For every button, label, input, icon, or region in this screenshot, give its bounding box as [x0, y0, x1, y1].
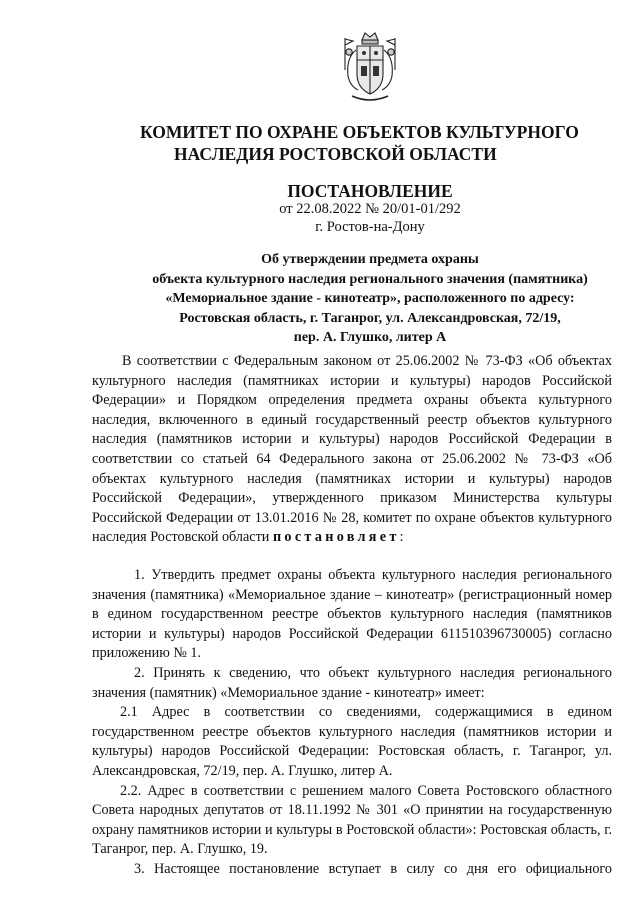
subject-line: пер. А. Глушко, литер А — [293, 330, 447, 346]
issuing-authority — [140, 121, 600, 165]
item-2: 2. Принять к сведению, что объект культурного наследия регионального значения (памятник) «Мемориальное здание - кинотеатр» имеет: — [92, 664, 612, 701]
decree-items — [92, 566, 612, 880]
preamble — [92, 352, 612, 548]
item-2-1: 2.1 Адрес в соответствии со сведениями, содержащимися в едином государственном реестре объектов культурного наследия (памятников истории и культуры) народов Российской Федерации: Ростовская область, г. Таганрог, ул. Александровская, 72/19, пер. А. Глушко, литер А. — [92, 704, 612, 779]
org-name-line-1: КОМИТЕТ ПО ОХРАНЕ ОБЪЕКТОВ КУЛЬТУРНОГО — [140, 122, 579, 142]
preamble-paragraph — [92, 352, 612, 548]
org-name-line-2: НАСЛЕДИЯ РОСТОВСКОЙ ОБЛАСТИ — [174, 144, 497, 164]
document-number: от 22.08.2022 № 20/01-01/292 — [279, 201, 461, 217]
item-3: 3. Настоящее постановление вступает в силу со дня его официального — [134, 860, 612, 877]
document-subject — [90, 250, 640, 348]
subject-line: «Мемориальное здание - кинотеатр», расположенного по адресу: — [165, 291, 575, 307]
subject-line: Об утверждении предмета охраны — [261, 252, 479, 267]
subject-line: Ростовская область, г. Таганрог, ул. Александровская, 72/19, — [179, 310, 561, 326]
item-1: 1. Утвердить предмет охраны объекта культурного наследия регионального значения (памятника) «Мемориальное здание – кинотеатр» (регистрационный номер в едином государственном реестре объектов культурного наследия (памятников истории и культуры) народов Российской Федерации 611510396730005) согласно приложению № 1. — [92, 567, 612, 662]
decree-word: постановляет — [272, 529, 400, 546]
item-2-2: 2.2. Адрес в соответствии с решением малого Совета Ростовского областного Совета народных депутатов от 18.11.1992 № 301 «О принятии на государственную охрану памятников истории и культуры в Ростовской области»: Ростовская область, г. Таганрог, пер. А. Глушко, 19. — [92, 782, 612, 858]
document-city: г. Ростов-на-Дону — [315, 219, 425, 235]
preamble-text: В соответствии с Федеральным законом от 25.06.2002 № 73-ФЗ «Об объектах культурного наследия (памятниках истории и культуры) народов Российской Федерации» и Порядком определения предмета охраны объекта культурного наследия, включенного в единый государственный реестр объектов культурного наследия (памятников истории и культуры) народов Российской Федерации в соответствии со статьей 64 Федерального закона от 25.06.2002 № 73-ФЗ «Об объектах культурного наследия (памятниках истории и культуры) народов Российской Федерации», утвержденного приказом Министерства культуры Российской Федерации от 13.01.2016 № 28, комитет по охране объектов культурного наследия Ростовской области — [92, 353, 612, 546]
document-type: ПОСТАНОВЛЕНИЕ — [287, 181, 453, 201]
subject-line: объекта культурного наследия регионального значения (памятника) — [152, 271, 588, 287]
coat-of-arms-icon — [340, 28, 400, 106]
decree-colon: : — [399, 529, 404, 546]
